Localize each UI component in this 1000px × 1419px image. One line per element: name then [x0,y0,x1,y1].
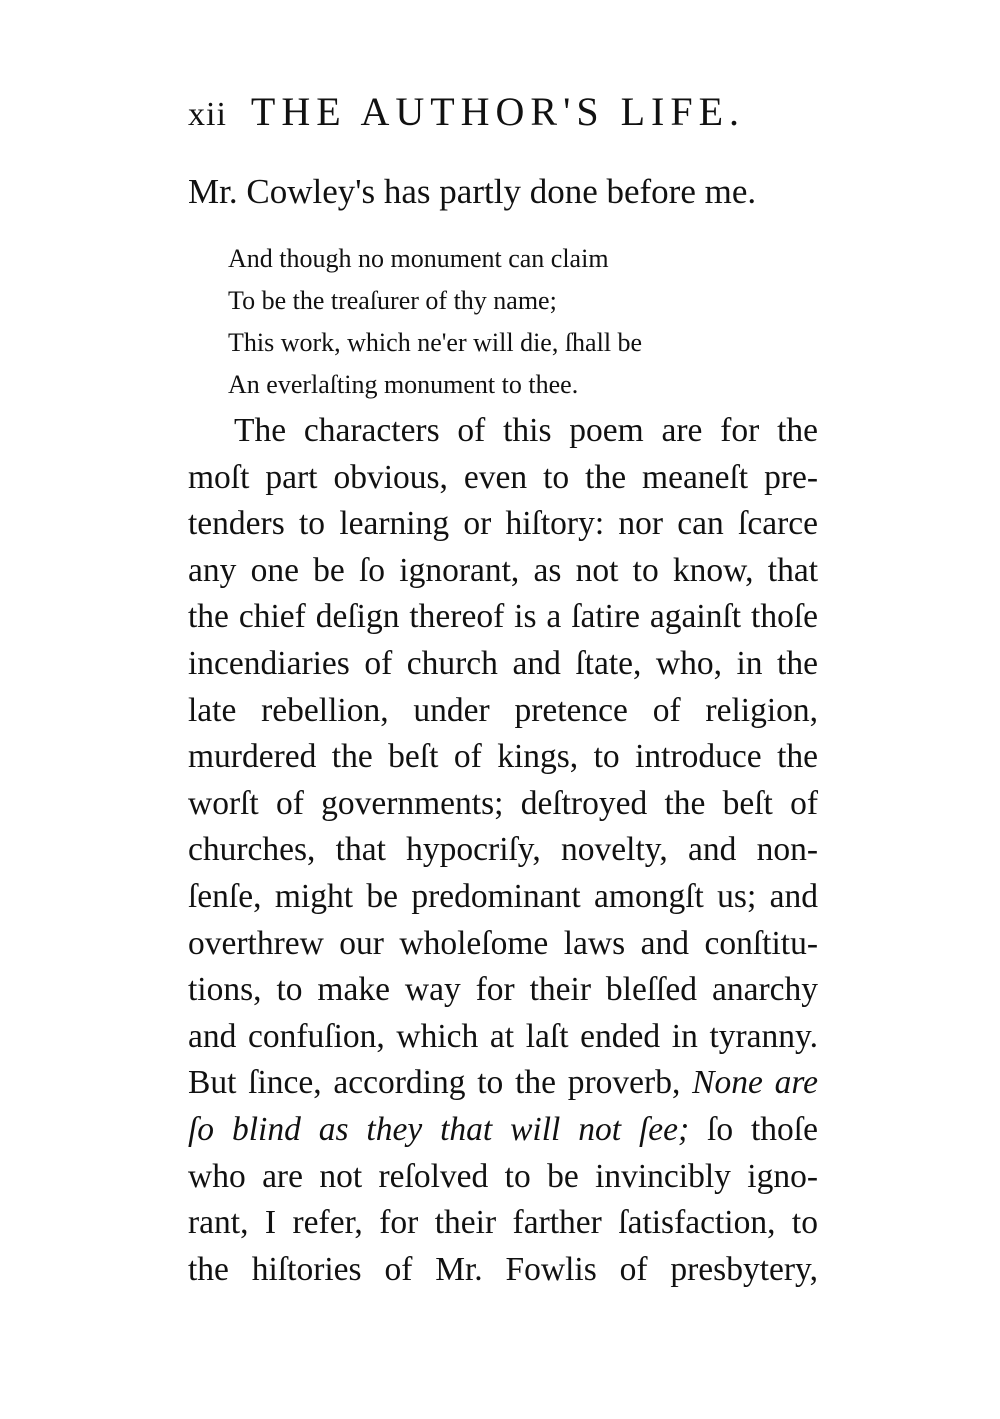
paragraph-line: who are not reſolved to be invincibly igno- [188,1157,818,1195]
paragraph-text: But ſince, according to the proverb, [188,1064,693,1102]
paragraph-line: worſt of governments; deſtroyed the beſt of [188,784,818,822]
italic-proverb-text: None are [692,1064,818,1102]
running-title: THE AUTHOR'S LIFE. [250,89,745,134]
verse-line: To be the treaſurer of thy name; [228,286,557,315]
paragraph-line: churches, that hypocriſy, novelty, and non- [188,831,818,869]
verse-quote [228,238,642,406]
paragraph-text: ſo thoſe [689,1110,818,1148]
paragraph-line: incendiaries of church and ſtate, who, in the [188,644,818,682]
paragraph-line: rant, I refer, for their farther ſatisfaction, to [188,1204,818,1242]
verse-line: An everlaſting monument to thee. [228,370,579,399]
paragraph-line [188,1107,818,1154]
paragraph-line: murdered the beſt of kings, to introduce the [188,738,818,776]
paragraph-line: ſenſe, might be predominant amongſt us; and [188,877,818,915]
verse-line: This work, which ne'er will die, ſhall be [228,328,643,357]
paragraph-line: tions, to make way for their bleſſed anarchy [188,971,818,1009]
paragraph-line: moſt part obvious, even to the meaneſt pre- [188,458,818,496]
paragraph-line: overthrew our wholeſome laws and conſtitu- [188,924,818,962]
paragraph-line: the hiſtories of Mr. Fowlis of presbytery, [188,1250,818,1288]
page-header [188,88,788,138]
intro-line: Mr. Cowley's has partly done before me. [188,172,757,211]
verse-line: And though no monument can claim [228,244,609,273]
page-number: xii [188,96,227,133]
paragraph-line [188,1060,818,1107]
body-paragraph [188,408,818,1293]
paragraph-line: the chief deſign thereof is a ſatire againſt thoſe [188,598,818,636]
paragraph-line: The characters of this poem are for the [234,412,818,449]
paragraph-line: tenders to learning or hiſtory: nor can ſcarce [188,505,818,543]
paragraph-line: and confuſion, which at laſt ended in tyranny. [188,1017,818,1055]
italic-proverb-text: ſo blind as they that will not ſee; [188,1110,690,1148]
paragraph-line: any one be ſo ignorant, as not to know, that [188,551,818,589]
paragraph-line: late rebellion, under pretence of religion, [188,691,818,729]
